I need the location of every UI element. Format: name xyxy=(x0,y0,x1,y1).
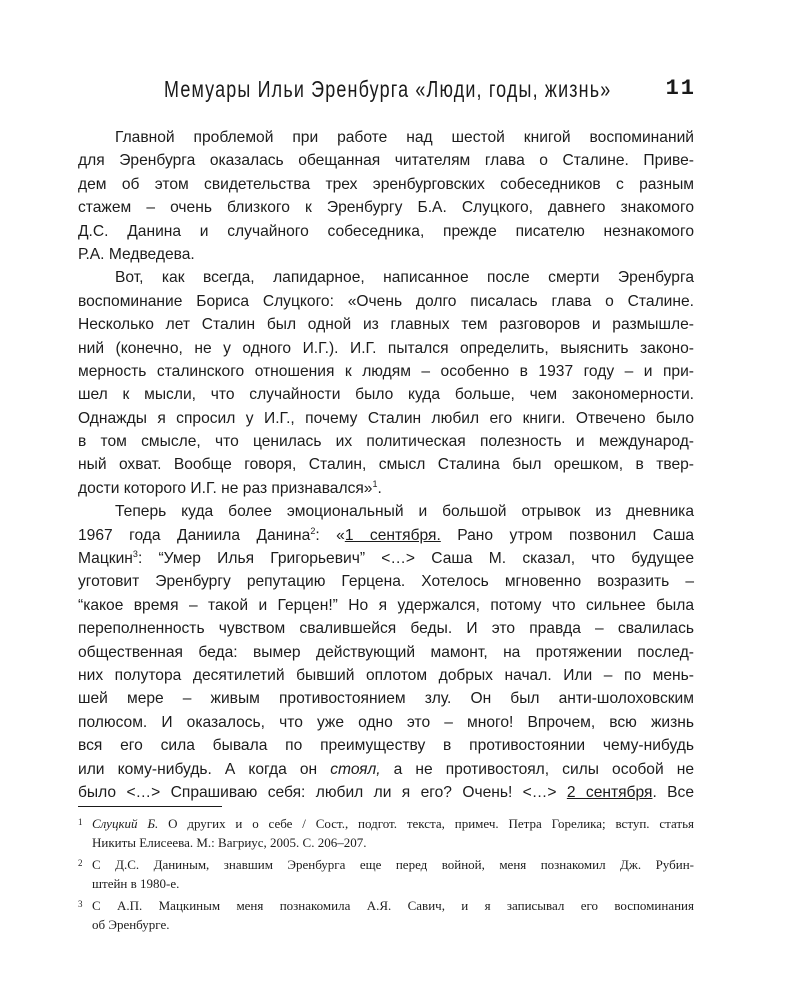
text-line: в том смысле, что ценилась их политическая полезность и международ- xyxy=(78,433,694,451)
line-text: Рано утром позвонил Саша xyxy=(440,526,695,544)
text-line xyxy=(78,477,694,500)
footnotes xyxy=(78,815,694,938)
footnote-line: об Эренбурге. xyxy=(92,916,170,932)
footnote-ref-1[interactable]: 1 xyxy=(372,478,378,489)
line-text: . xyxy=(377,479,382,497)
line-text: было <…> Спрашиваю себя: любил ли я его? Очень! <…> xyxy=(78,783,567,801)
text-line: “какое время – такой и Герцен!” Но я удержался, потому что сильнее была xyxy=(78,596,694,614)
line-text: дости которого И.Г. не раз признавался» xyxy=(78,479,373,497)
footnote-line: С А.П. Мацкиным меня познакомила А.Я. Савич, и я записывал его воспоминания xyxy=(92,898,694,913)
text-line: Несколько лет Сталин был одной из главных тем разговоров и размышле- xyxy=(78,316,694,334)
text-line: Теперь куда более эмоциональный и большой отрывок из дневника xyxy=(115,503,694,521)
diary-date: 2 сентября xyxy=(566,783,653,801)
text-line: вся его сила бывала по преимуществу в противостоянии чему-нибудь xyxy=(78,737,694,755)
text-line: мерность сталинского отношения к людям – особенно в 1937 году – и при- xyxy=(78,362,694,380)
text-line: ный охват. Вообще говоря, Сталин, смысл Сталина был орешком, в твер- xyxy=(78,456,694,474)
text-line: Д.С. Данина и случайного собеседника, прежде писателю незнакомого xyxy=(78,222,694,240)
text-line: шей мере – живым противостоянием злу. Он был анти-шолоховским xyxy=(78,690,694,708)
footnote-number: 2 xyxy=(78,858,83,868)
footnote-line: штейн в 1980-е. xyxy=(92,875,180,891)
running-title: Мемуары Ильи Эренбурга «Люди, годы, жизнь» xyxy=(164,76,612,102)
footnote xyxy=(78,897,694,934)
text-line: Вот, как всегда, лапидарное, написанное после смерти Эренбурга xyxy=(115,269,694,287)
text-line: дем об этом свидетельства трех эренбурговских собеседников с разным xyxy=(78,175,694,193)
text-line: воспоминание Бориса Слуцкого: «Очень долго писалась глава о Сталине. xyxy=(78,292,694,310)
footnote-text: О других и о себе / Сост., подгот. текста, примеч. Петра Горелика; вступ. статья xyxy=(158,816,695,831)
text-line: стажем – очень близкого к Эренбургу Б.А. Слуцкого, давнего знакомого xyxy=(78,199,694,217)
text-line: для Эренбурга оказалась обещанная читателям глава о Сталине. Приве- xyxy=(78,152,694,170)
footnote-ref-3[interactable]: 3 xyxy=(132,549,138,560)
text-line: шел к мысли, что случайности было куда больше, чем закономерности. xyxy=(78,386,694,404)
text-line: уготовит Эренбургу репутацию Герцена. Хотелось мгновенно возразить – xyxy=(78,573,694,591)
page-header xyxy=(78,72,696,112)
footnote-ref-2[interactable]: 2 xyxy=(310,525,316,536)
page-number: 11 xyxy=(665,76,696,101)
footnote-line: С Д.С. Даниным, знавшим Эренбурга еще перед войной, меня познакомил Дж. Рубин- xyxy=(92,857,694,872)
footnote-number: 1 xyxy=(78,817,83,827)
text-line xyxy=(78,758,694,781)
footnote xyxy=(78,856,694,893)
main-text xyxy=(78,126,694,804)
line-text: 1967 года Даниила Данина xyxy=(78,526,311,544)
text-line: ний (конечно, не у одного И.Г.). И.Г. пытался определить, выяснить законо- xyxy=(78,339,694,357)
footnote-number: 3 xyxy=(78,899,83,909)
text-line: общественная беда: вымер действующий мамонт, на протяжении послед- xyxy=(78,643,694,661)
text-line: Однажды я спросил у И.Г., почему Сталин любил его книги. Отвечено было xyxy=(78,409,694,427)
emphasis: стоял, xyxy=(330,760,381,778)
line-text: или кому-нибудь. А когда он xyxy=(78,760,331,778)
footnote-author: Слуцкий Б. xyxy=(92,816,159,831)
footnote xyxy=(78,815,694,852)
footnote-separator xyxy=(78,806,222,807)
line-text: : “Умер Илья Григорьевич” <…> Саша М. сказал, что будущее xyxy=(137,550,694,568)
line-text: . Все xyxy=(652,783,695,801)
diary-date: 1 сентября. xyxy=(344,526,441,544)
text-line xyxy=(78,547,694,570)
text-line: Главной проблемой при работе над шестой книгой воспоминаний xyxy=(115,129,694,146)
text-line xyxy=(78,781,694,804)
text-line: полюсом. И оказалось, что уже одно это – много! Впрочем, всю жизнь xyxy=(78,713,694,731)
footnote-line: Никиты Елисеева. М.: Вагриус, 2005. С. 206–207. xyxy=(92,834,367,850)
text-line xyxy=(78,524,694,547)
text-line: них полутора десятилетий бывший оплотом добрых начал. Или – по мень- xyxy=(78,666,694,684)
text-line: переполненность чувством свалившейся беды. И это правда – свалилась xyxy=(78,620,694,638)
line-text: а не противостоял, силы особой не xyxy=(380,760,694,778)
footnote-line xyxy=(92,815,694,834)
line-text: : « xyxy=(315,526,345,544)
text-line: Р.А. Медведева. xyxy=(78,245,195,263)
line-text: Мацкин xyxy=(78,550,133,568)
